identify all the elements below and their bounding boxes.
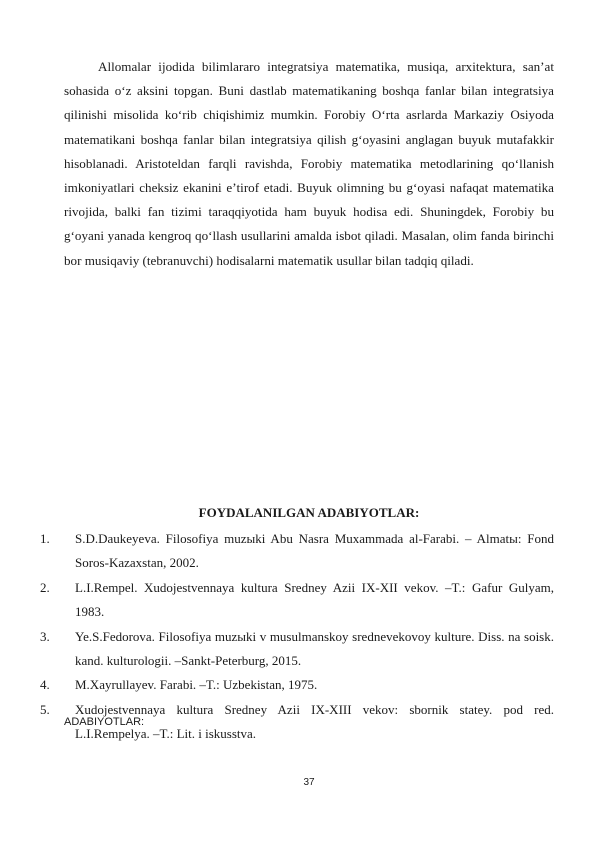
reference-item xyxy=(40,527,554,576)
reference-item xyxy=(40,576,554,625)
page-number: 37 xyxy=(303,777,315,788)
references-list xyxy=(40,527,554,747)
reference-number: 2. xyxy=(40,579,50,595)
reference-item xyxy=(40,625,554,674)
reference-text: Xudojestvennaya kultura Sredney Azii IX-XIII vekov: sbornik statey. pod red. L.I.Rempelya. –T.: Lit. i iskusstva. xyxy=(75,701,554,742)
reference-text: M.Xayrullayev. Farabi. –T.: Uzbekistan, 1975. xyxy=(75,677,318,693)
reference-number: 4. xyxy=(40,677,50,693)
body-paragraph: Allomalar ijodida bilimlararo integratsiya matematika, musiqa, arxitektura, sanʼat sohasida oʻz aksini topgan. Buni dastlab matematikaning boshqa fanlar bilan integratsiya qilinishi misolida koʻrib chiqishimiz mumkin. Forobiy Oʻrta asrlarda Markaziy Osiyoda matematikani boshqa fanlar bilan integratsiya qilish gʻoyasini anglagan buyuk mutafakkir hisoblanadi. Aristoteldan farqli ravishda, Forobiy matematika metodlarining qoʻllanish imkoniyatlari cheksiz ekanini eʼtirof etadi. Buyuk olimning bu gʻoyasi nafaqat matematika rivojida, balki fan tizimi taraqqiyotida ham buyuk hodisa edi. Shuningdek, Forobiy bu gʻoyani yanada kengroq qoʻllash usullarini amalda isbot qiladi. Masalan, olim fanda birinchi bor musiqaviy (tebranuvchi) hodisalarni matematik usullar bilan tadqiq qiladi. xyxy=(64,59,554,268)
trailing-label: ADABIYOTLAR: xyxy=(64,716,145,728)
reference-number: 1. xyxy=(40,531,50,546)
reference-item xyxy=(40,673,554,697)
reference-number: 3. xyxy=(40,628,50,644)
references-heading: FOYDALANILGAN ADABIYOTLAR: xyxy=(198,505,420,520)
reference-text: S.D.Daukeyeva. Filosofiya muzыki Abu Nasra Muxammada al-Farabi. – Almatы: Fond Soros-Kazaxstan, 2002. xyxy=(75,531,554,571)
reference-text: Ye.S.Fedorova. Filosofiya muzыki v musulmanskoy srednevekovoy kulture. Diss. na soisk. kand. kulturologii. –Sankt-Peterburg, 2015. xyxy=(75,628,554,669)
reference-text: L.I.Rempel. Xudojestvennaya kultura Sredney Azii IX-XII vekov. –T.: Gafur Gulyam, 1983. xyxy=(75,579,554,620)
reference-number: 5. xyxy=(40,701,50,717)
